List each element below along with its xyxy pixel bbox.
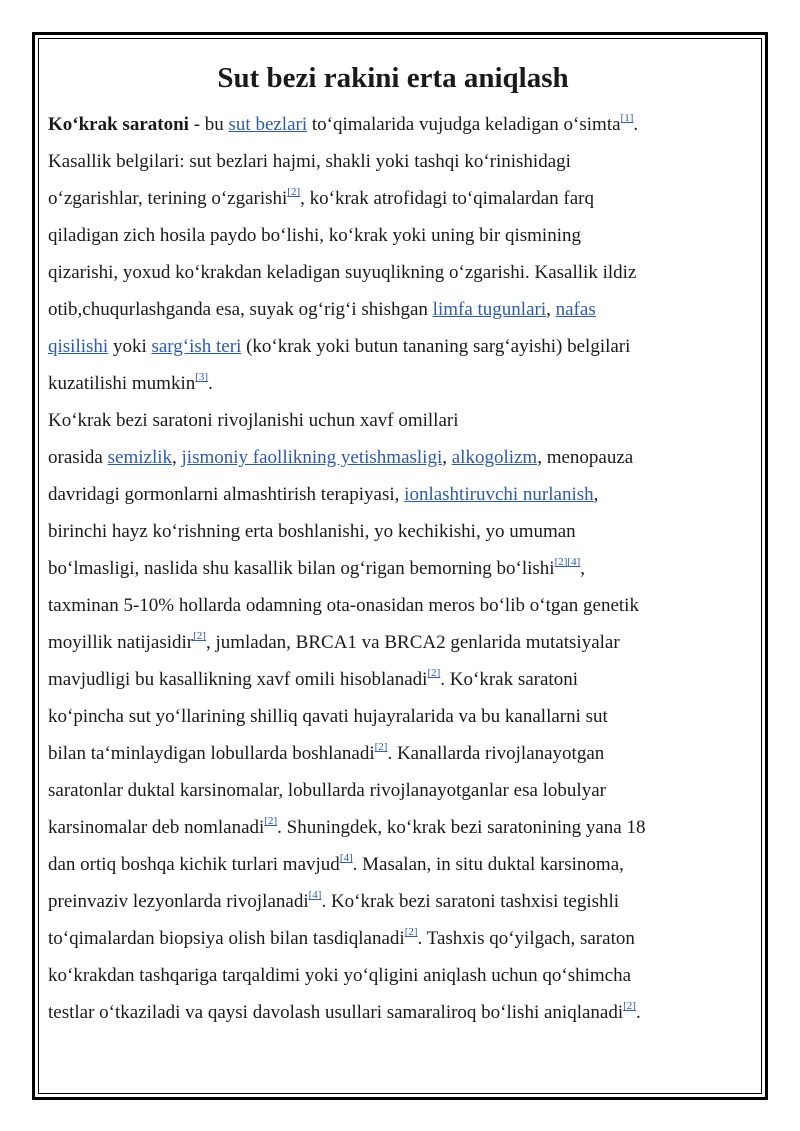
link-sargish-teri[interactable]: sargʻish teri: [151, 336, 242, 357]
text-line: [48, 809, 738, 846]
document-title: Sut bezi rakini erta aniqlash: [217, 62, 569, 94]
link-nafas-qisilishi[interactable]: qisilishi: [48, 336, 109, 357]
text-run: bilan taʻminlaydigan lobullarda boshlanadi: [48, 743, 375, 764]
reference-link[interactable]: [3]: [195, 371, 209, 383]
reference-link[interactable]: [2]: [623, 1000, 636, 1012]
text-line: [48, 328, 738, 365]
document-body: [48, 56, 738, 1031]
text-run: testlar oʻtkaziladi va qaysi davolash usullari samaraliroq boʻlishi aniqlanadi: [48, 1002, 624, 1023]
text-line: [48, 883, 738, 920]
text-run: (koʻkrak yoki butun tananing sargʻayishi) belgilari: [241, 336, 631, 357]
text-run: yoki: [108, 336, 152, 357]
text-run: . Kanallarda rivojlanayotgan: [387, 743, 605, 764]
paragraph-symptoms: [48, 106, 738, 402]
text-run: karsinomalar deb nomlanadi: [48, 817, 265, 838]
text-line: [48, 106, 738, 143]
text-line: [48, 550, 738, 587]
link-nafas-qisilishi[interactable]: nafas: [555, 299, 596, 320]
text-run: . Masalan, in situ duktal karsinoma,: [352, 854, 624, 875]
text-run: .: [633, 114, 639, 135]
text-line: [48, 439, 738, 476]
text-line: saratonlar duktal karsinomalar, lobullarda rivojlanayotganlar esa lobulyar: [48, 780, 606, 801]
text-run: .: [635, 1002, 641, 1023]
text-line: [48, 624, 738, 661]
text-run: otib,chuqurlashganda esa, suyak ogʻrigʻi shishgan: [48, 299, 433, 320]
text-run: - bu: [188, 114, 229, 135]
text-run: . Tashxis qoʻyilgach, saraton: [417, 928, 635, 949]
reference-link[interactable]: [2]: [404, 926, 418, 938]
bold-term: Koʻkrak saratoni: [48, 114, 189, 135]
text-run: .: [208, 373, 213, 394]
text-line: [48, 476, 738, 513]
reference-link[interactable]: [2]: [193, 630, 206, 642]
link-limfa-tugunlari[interactable]: limfa tugunlari: [432, 299, 547, 320]
text-run: moyillik natijasidir: [48, 632, 194, 653]
text-run: dan ortiq boshqa kichik turlari mavjud: [48, 854, 340, 875]
text-line: birinchi hayz koʻrishning erta boshlanishi, yo kechikishi, yo umuman: [48, 521, 576, 542]
text-line: [48, 920, 738, 957]
text-run: toʻqimalardan biopsiya olish bilan tasdiqlanadi: [48, 928, 405, 949]
reference-link[interactable]: [2]: [427, 667, 441, 679]
reference-link[interactable]: [4]: [567, 556, 581, 568]
reference-link[interactable]: [2]: [264, 815, 278, 827]
text-run: kuzatilishi mumkin: [48, 373, 196, 394]
text-line: [48, 661, 738, 698]
link-ionlashtiruvchi-nurlanish[interactable]: ionlashtiruvchi nurlanish: [404, 484, 594, 505]
text-line: [48, 735, 738, 772]
text-run: orasida: [48, 447, 108, 468]
text-line: [48, 365, 738, 402]
text-run: , koʻkrak atrofidagi toʻqimalardan farq: [300, 188, 594, 209]
text-run: boʻlmasligi, naslida shu kasallik bilan ogʻrigan bemorning boʻlishi: [48, 558, 555, 579]
text-run: mavjudligi bu kasallikning xavf omili hisoblanadi: [48, 669, 428, 690]
reference-link[interactable]: [2]: [554, 556, 568, 568]
text-line: koʻkrakdan tashqariga tarqaldimi yoki yoʻqligini aniqlash uchun qoʻshimcha: [48, 965, 632, 986]
text-run: ,: [442, 447, 452, 468]
text-run: ,: [172, 447, 182, 468]
reference-link[interactable]: [2]: [374, 741, 388, 753]
paragraph-risk-factors: [48, 402, 738, 1031]
text-run: . Koʻkrak saratoni: [440, 669, 578, 690]
text-run: , menopauza: [537, 447, 634, 468]
text-run: davridagi gormonlarni almashtirish terapiyasi,: [48, 484, 405, 505]
text-run: , jumladan, BRCA1 va BRCA2 genlarida mutatsiyalar: [205, 632, 620, 653]
text-line: [48, 291, 738, 328]
text-line: Koʻkrak bezi saratoni rivojlanishi uchun xavf omillari: [48, 410, 459, 431]
text-line: koʻpincha sut yoʻllarining shilliq qavati hujayralarida va bu kanallarni sut: [48, 706, 608, 727]
text-run: ,: [593, 484, 599, 505]
text-line: taxminan 5-10% hollarda odamning ota-onasidan meros boʻlib oʻtgan genetik: [48, 595, 639, 616]
text-run: ,: [546, 299, 556, 320]
text-run: oʻzgarishlar, terining oʻzgarishi: [48, 188, 288, 209]
text-line: [48, 180, 738, 217]
text-run: toʻqimalarida vujudga keladigan oʻsimta: [307, 114, 621, 135]
text-line: qiladigan zich hosila paydo boʻlishi, koʻkrak yoki uning bir qismining: [48, 225, 581, 246]
reference-link[interactable]: [1]: [620, 112, 634, 124]
reference-link[interactable]: [4]: [339, 852, 353, 864]
text-run: . Koʻkrak bezi saratoni tashxisi tegishli: [321, 891, 620, 912]
text-run: ,: [580, 558, 585, 579]
reference-link[interactable]: [4]: [308, 889, 322, 901]
link-alkogolizm[interactable]: alkogolizm: [451, 447, 538, 468]
text-line: qizarishi, yoxud koʻkrakdan keladigan suyuqlikning oʻzgarishi. Kasallik ildiz: [48, 262, 637, 283]
text-line: Kasallik belgilari: sut bezlari hajmi, shakli yoki tashqi koʻrinishidagi: [48, 151, 571, 172]
text-line: [48, 994, 738, 1031]
text-run: . Shuningdek, koʻkrak bezi saratonining yana 18: [277, 817, 646, 838]
reference-link[interactable]: [2]: [287, 186, 301, 198]
link-sut-bezlari[interactable]: sut bezlari: [228, 114, 308, 135]
text-line: [48, 846, 738, 883]
text-run: preinvaziv lezyonlarda rivojlanadi: [48, 891, 309, 912]
link-semizlik[interactable]: semizlik: [107, 447, 173, 468]
link-jismoniy-faollik[interactable]: jismoniy faollikning yetishmasligi: [181, 447, 443, 468]
